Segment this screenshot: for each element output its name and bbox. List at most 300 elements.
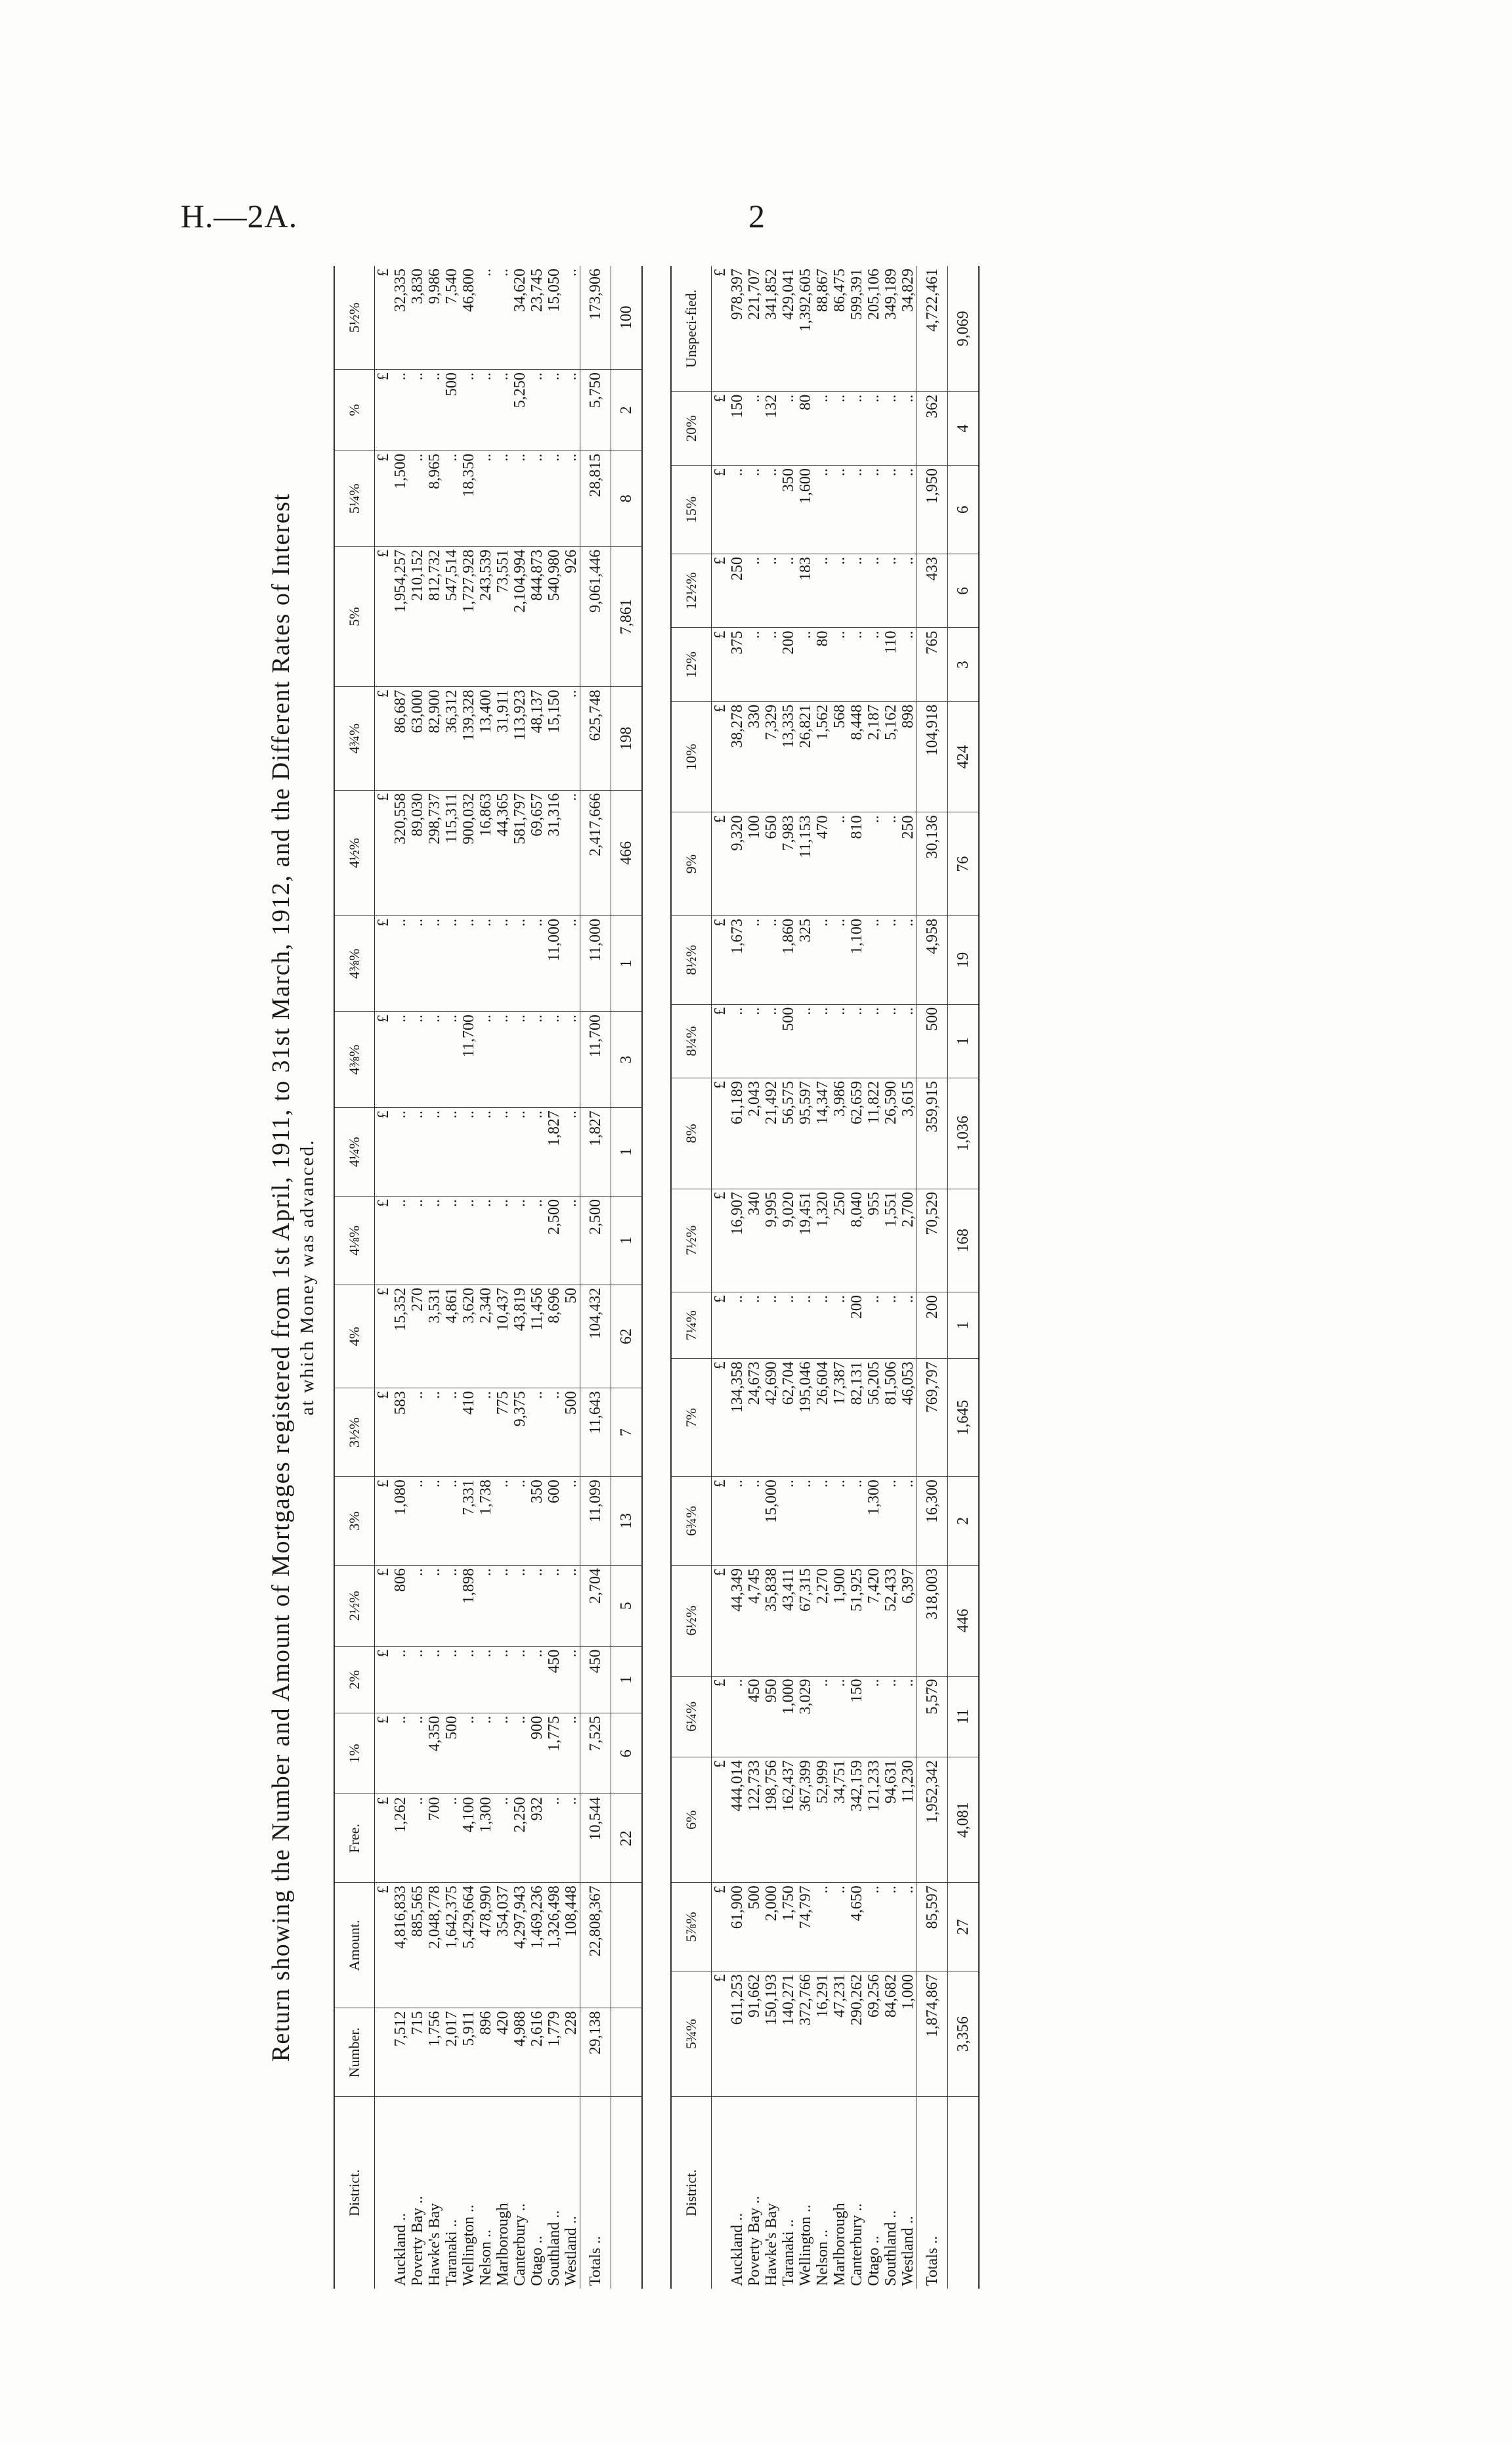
table-cell: 221,707 [746, 266, 763, 391]
table-cell: Totals .. [917, 2097, 948, 2289]
table-row [546, 266, 563, 2289]
table-cell: 4,958 [917, 915, 948, 1004]
table-cell: 115,311 [443, 790, 460, 915]
table-cell: 2,017 [443, 2008, 460, 2097]
table-cell: .. [746, 628, 763, 701]
table-cell: 1,952,342 [917, 1757, 948, 1883]
table-cell: 1,727,928 [460, 546, 477, 687]
table-cell: 4,722,461 [917, 266, 948, 391]
table-cell: .. [780, 1477, 797, 1566]
table-cell: Hawke's Bay [763, 2203, 780, 2286]
table-cell: 3,615 [899, 1078, 917, 1189]
table-cell: 7,861 [611, 546, 643, 687]
table-cell: .. [563, 1108, 580, 1197]
rotated-content [263, 266, 1234, 2289]
table-cell: .. [882, 1292, 899, 1359]
table-row [899, 266, 917, 2289]
table-cell: 1,392,605 [797, 266, 814, 391]
table-cell: 318,003 [917, 1565, 948, 1676]
table-cell: 11,230 [899, 1757, 917, 1883]
table-cell: 1,827 [580, 1108, 611, 1197]
table-cell: 42,690 [763, 1359, 780, 1477]
table-cell: .. [899, 391, 917, 465]
table-cell: £ [375, 1196, 393, 1285]
table-cell: £ [712, 628, 729, 701]
table-cell: £ [375, 1011, 393, 1107]
table-cell: 1,320 [814, 1189, 831, 1292]
table-cell: 61,189 [729, 1078, 746, 1189]
table-cell: £ [712, 1004, 729, 1078]
table2-header-11: 8¼% [671, 1004, 712, 1078]
table-cell: .. [477, 1713, 494, 1794]
table-cell: .. [494, 1196, 511, 1285]
table-cell: .. [494, 1646, 511, 1713]
table-cell: 8,965 [426, 451, 443, 546]
table-cell: 2,417,666 [580, 790, 611, 915]
table-cell: .. [546, 1388, 563, 1477]
table-cell: 3 [948, 628, 980, 701]
table-cell: .. [426, 1477, 443, 1566]
table-cell: 844,873 [529, 546, 546, 687]
table-cell: 1,300 [477, 1794, 494, 1883]
table-cell: £ [712, 466, 729, 554]
counts-row [948, 266, 980, 2289]
table-cell: .. [848, 466, 865, 554]
table-cell: .. [409, 1196, 426, 1285]
table1-header-6: 2½% [334, 1565, 375, 1646]
table-cell: £ [712, 1757, 729, 1883]
table-cell: 4,100 [460, 1794, 477, 1883]
table-cell: 94,631 [882, 1757, 899, 1883]
table-cell: £ [375, 1477, 393, 1566]
table-cell: 46,800 [460, 266, 477, 370]
table-cell: .. [392, 1108, 409, 1197]
table-cell: 35,838 [763, 1565, 780, 1676]
table-cell: .. [529, 915, 546, 1011]
table-cell: 700 [426, 1794, 443, 1883]
table-cell: Poverty Bay .. [746, 2195, 763, 2286]
table-cell: .. [763, 466, 780, 554]
table-cell: 104,918 [917, 701, 948, 812]
table-cell: 32,335 [392, 266, 409, 370]
table-cell: 95,597 [797, 1078, 814, 1189]
table-cell: 11,700 [580, 1011, 611, 1107]
mortgage-rates-table-1 [334, 266, 643, 2289]
table-cell: .. [477, 1108, 494, 1197]
table-cell: £ [375, 687, 393, 790]
table-cell: .. [746, 391, 763, 465]
table-cell: 51,925 [848, 1565, 865, 1676]
table-cell: .. [546, 1565, 563, 1646]
table-cell [375, 2008, 393, 2097]
table-cell: 1,738 [477, 1477, 494, 1566]
table-cell: 8,448 [848, 701, 865, 812]
table-cell: 46,053 [899, 1359, 917, 1477]
table1-header-14: 4½% [334, 790, 375, 915]
table-cell: Taranaki .. [443, 2219, 460, 2286]
table-cell: .. [443, 1196, 460, 1285]
table-cell: .. [563, 1646, 580, 1713]
table-cell: 1 [948, 1004, 980, 1078]
table-cell: .. [563, 370, 580, 451]
table-cell: .. [563, 1713, 580, 1794]
table-cell: .. [443, 1477, 460, 1566]
table-cell: .. [814, 915, 831, 1004]
table-cell: 7,512 [392, 2008, 409, 2097]
table-cell: 1,000 [899, 1971, 917, 2097]
table-cell: .. [882, 391, 899, 465]
table-cell: 205,106 [865, 266, 882, 391]
table-cell: 775 [494, 1388, 511, 1477]
page-number: 2 [748, 198, 765, 234]
table-cell: £ [712, 1676, 729, 1757]
table-cell: 2 [948, 1477, 980, 1566]
table-cell: 2 [611, 370, 643, 451]
table-cell: 342,159 [848, 1757, 865, 1883]
table-cell: .. [426, 370, 443, 451]
table-cell: Westland .. [563, 2216, 580, 2286]
table-row [746, 266, 763, 2289]
table-cell: 8,696 [546, 1285, 563, 1388]
table-cell: 4,297,943 [511, 1883, 529, 2008]
table-cell: 13,335 [780, 701, 797, 812]
table-cell: .. [899, 1004, 917, 1078]
table-cell: .. [494, 1794, 511, 1883]
table-cell: £ [712, 812, 729, 915]
table-cell: 15,050 [546, 266, 563, 370]
table-cell: 122,733 [746, 1757, 763, 1883]
table-cell: 1,860 [780, 915, 797, 1004]
table-cell: £ [712, 1565, 729, 1676]
table-cell: 11 [948, 1676, 980, 1757]
table-cell: 62 [611, 1285, 643, 1388]
table1-header-8: 3½% [334, 1388, 375, 1477]
table-cell: 28,815 [580, 451, 611, 546]
table-cell: 52,433 [882, 1565, 899, 1676]
table-cell: 9,320 [729, 812, 746, 915]
table-cell: 9,061,446 [580, 546, 611, 687]
table-cell: .. [409, 1713, 426, 1794]
table-row [729, 266, 746, 2289]
table-cell [611, 2097, 643, 2289]
table2-header-10: 8% [671, 1078, 712, 1189]
table-cell: .. [563, 1794, 580, 1883]
table-cell: £ [712, 1883, 729, 1971]
table-cell: .. [426, 1388, 443, 1477]
table-cell: 367,399 [797, 1757, 814, 1883]
table-cell: Wellington .. [797, 2204, 814, 2286]
table-cell: Otago .. [865, 2235, 882, 2286]
table-row [763, 266, 780, 2289]
table-cell: 76 [948, 812, 980, 915]
table-cell: 91,662 [746, 1971, 763, 2097]
table-cell: 769,797 [917, 1359, 948, 1477]
table-cell: 341,852 [763, 266, 780, 391]
table-cell: .. [392, 1713, 409, 1794]
table-cell: 765 [917, 628, 948, 701]
table2-header-7: 7% [671, 1359, 712, 1477]
table-cell: .. [494, 1477, 511, 1566]
table2-header-17: 15% [671, 466, 712, 554]
table-cell: 7,525 [580, 1713, 611, 1794]
table-cell [375, 2097, 393, 2289]
table-cell: .. [392, 1646, 409, 1713]
table-cell: 450 [546, 1646, 563, 1713]
table-cell: 67,315 [797, 1565, 814, 1676]
table-cell: Otago .. [529, 2235, 546, 2286]
table-row [563, 266, 580, 2289]
table-cell: .. [477, 451, 494, 546]
table-cell: 9,995 [763, 1189, 780, 1292]
table-cell: 900 [529, 1713, 546, 1794]
table-cell: £ [375, 546, 393, 687]
table-cell: .. [882, 1883, 899, 1971]
table-cell: 140,271 [780, 1971, 797, 2097]
table1-header-4: 1% [334, 1713, 375, 1794]
table-cell: .. [746, 1292, 763, 1359]
table-cell: .. [882, 1477, 899, 1566]
table-row [797, 266, 814, 2289]
table2-header-3: 6% [671, 1757, 712, 1883]
table-cell: .. [477, 1011, 494, 1107]
table-cell: 10,437 [494, 1285, 511, 1388]
table-cell: 955 [865, 1189, 882, 1292]
table-cell: .. [899, 466, 917, 554]
table-cell: 44,365 [494, 790, 511, 915]
table-cell: 320,558 [392, 790, 409, 915]
table-cell: 2,700 [899, 1189, 917, 1292]
table-cell: .. [529, 451, 546, 546]
table1-header-7: 3% [334, 1477, 375, 1566]
table-cell: 2,616 [529, 2008, 546, 2097]
table-row [392, 266, 409, 2289]
table-cell: .. [848, 1477, 865, 1566]
table-cell: £ [375, 1285, 393, 1388]
mortgage-rates-table-2 [670, 266, 980, 2289]
table-cell: 82,900 [426, 687, 443, 790]
table1-header-12: 4⅜% [334, 1011, 375, 1107]
table-cell: .. [865, 391, 882, 465]
table-cell: .. [831, 1477, 848, 1566]
table-cell: .. [529, 1565, 546, 1646]
table-cell: 16,863 [477, 790, 494, 915]
table-cell: .. [409, 1108, 426, 1197]
table-cell: Auckland .. [729, 2212, 746, 2286]
table-cell: .. [746, 466, 763, 554]
table-cell: 2,104,994 [511, 546, 529, 687]
table1-header-17: 5¼% [334, 451, 375, 546]
table-cell: 1 [611, 1646, 643, 1713]
table-cell: Poverty Bay .. [409, 2195, 426, 2286]
table-cell: 19,451 [797, 1189, 814, 1292]
table-cell: 150 [729, 391, 746, 465]
table-cell: £ [375, 790, 393, 915]
table-cell: 375 [729, 628, 746, 701]
table-cell: 547,514 [443, 546, 460, 687]
table-cell: .. [763, 628, 780, 701]
table-cell: 81,506 [882, 1359, 899, 1477]
table-cell: 1,262 [392, 1794, 409, 1883]
table-cell: 22,808,367 [580, 1883, 611, 2008]
table-cell: 349,189 [882, 266, 899, 391]
table-cell: 650 [763, 812, 780, 915]
table-cell: 13,400 [477, 687, 494, 790]
table-cell: 7,420 [865, 1565, 882, 1676]
table-cell: 250 [899, 812, 917, 915]
table-cell: 1,000 [780, 1676, 797, 1757]
table-cell: Westland .. [899, 2216, 917, 2286]
table-cell: 9,020 [780, 1189, 797, 1292]
table-cell: .. [899, 1292, 917, 1359]
table-cell: 21,492 [763, 1078, 780, 1189]
table-cell: .. [409, 1794, 426, 1883]
table1-header-9: 4% [334, 1285, 375, 1388]
table2-header-15: 12% [671, 628, 712, 701]
table-cell: 34,620 [511, 266, 529, 370]
table-cell: 88,867 [814, 266, 831, 391]
table-cell: Canterbury .. [848, 2203, 865, 2286]
table-cell: .. [426, 1646, 443, 1713]
table-cell: 3,356 [948, 1971, 980, 2097]
table-cell: .. [494, 266, 511, 370]
table-cell: 47,231 [831, 1971, 848, 2097]
table-cell: .. [529, 370, 546, 451]
table-cell: 900,032 [460, 790, 477, 915]
table2-header-13: 9% [671, 812, 712, 915]
table-cell: .. [511, 1646, 529, 1713]
table-cell: 29,138 [580, 2008, 611, 2097]
table-cell: .. [763, 915, 780, 1004]
table-cell: 16,291 [814, 1971, 831, 2097]
table-cell: .. [511, 1011, 529, 1107]
table-cell: 17,387 [831, 1359, 848, 1477]
table-cell: .. [511, 451, 529, 546]
table-cell: .. [831, 1004, 848, 1078]
table-cell: 48,137 [529, 687, 546, 790]
table-row [494, 266, 511, 2289]
table-cell: 11,000 [580, 915, 611, 1011]
table-cell: 173,906 [580, 266, 611, 370]
table-cell: 23,745 [529, 266, 546, 370]
table-cell: 4,988 [511, 2008, 529, 2097]
table1-header-11: 4¼% [334, 1108, 375, 1197]
table-cell: 1,100 [848, 915, 865, 1004]
table-cell: 132 [763, 391, 780, 465]
table-cell: .. [460, 370, 477, 451]
table-cell: 84,682 [882, 1971, 899, 2097]
unit-row [712, 266, 729, 2289]
table-cell: 4,745 [746, 1565, 763, 1676]
table-cell: .. [546, 1794, 563, 1883]
table-cell: £ [712, 1477, 729, 1566]
table-cell: 70,529 [917, 1189, 948, 1292]
table-cell: 34,751 [831, 1757, 848, 1883]
table-cell: 1 [611, 1196, 643, 1285]
table-cell: 500 [443, 1713, 460, 1794]
table-cell: £ [712, 915, 729, 1004]
table-row [409, 266, 426, 2289]
table-cell: 806 [392, 1565, 409, 1646]
table-cell: 4,081 [948, 1757, 980, 1883]
table-cell: .. [563, 687, 580, 790]
table2-header-12: 8½% [671, 915, 712, 1004]
table-cell: .. [814, 1004, 831, 1078]
table-cell: £ [712, 1189, 729, 1292]
table-cell: .. [780, 391, 797, 465]
table-cell: .. [831, 1883, 848, 1971]
table2-header-16: 12½% [671, 554, 712, 628]
table-cell: 1,756 [426, 2008, 443, 2097]
table-cell: 13 [611, 1477, 643, 1566]
table-cell: .. [797, 1292, 814, 1359]
table-cell: 74,797 [797, 1883, 814, 1971]
table-cell: 7,983 [780, 812, 797, 915]
table-cell: .. [477, 1388, 494, 1477]
table-cell: 1,600 [797, 466, 814, 554]
table1-header-1: Number. [334, 2008, 375, 2097]
table-cell: 885,565 [409, 1883, 426, 2008]
table-cell: .. [529, 1646, 546, 1713]
table-cell: .. [865, 1004, 882, 1078]
table-cell: 69,256 [865, 1971, 882, 2097]
table-cell: .. [729, 1292, 746, 1359]
table-subtitle: at which Money was advanced. [297, 1139, 318, 1416]
table-cell: 2,187 [865, 701, 882, 812]
table-cell: 6 [948, 466, 980, 554]
table-cell: .. [409, 451, 426, 546]
table-cell: .. [729, 1676, 746, 1757]
table-cell: .. [563, 1011, 580, 1107]
table-cell: 1,300 [865, 1477, 882, 1566]
table-cell: .. [831, 1676, 848, 1757]
table-cell [611, 1883, 643, 2008]
table-cell: 1,469,236 [529, 1883, 546, 2008]
table-cell: .. [848, 554, 865, 628]
table-cell: Wellington .. [460, 2204, 477, 2286]
table-cell: 5 [611, 1565, 643, 1646]
table-cell: 1 [948, 1292, 980, 1359]
table-row [848, 266, 865, 2289]
table2-header-18: 20% [671, 391, 712, 465]
table1-header-10: 4⅛% [334, 1196, 375, 1285]
table-cell: .. [780, 554, 797, 628]
table-cell: 978,397 [729, 266, 746, 391]
table-cell: 44,349 [729, 1565, 746, 1676]
table-cell: 4,861 [443, 1285, 460, 1388]
table-cell: 5,750 [580, 370, 611, 451]
table-cell: 7,540 [443, 266, 460, 370]
table-cell: .. [746, 1004, 763, 1078]
table-cell: 86,475 [831, 266, 848, 391]
table-cell: 27 [948, 1883, 980, 1971]
table-cell: 16,300 [917, 1477, 948, 1566]
table-cell: .. [865, 466, 882, 554]
table-cell: .. [797, 1477, 814, 1566]
table-cell: 1 [611, 915, 643, 1011]
table-cell: £ [375, 1565, 393, 1646]
table-cell: .. [865, 1676, 882, 1757]
table-cell: 1,036 [948, 1078, 980, 1189]
table-cell: 290,262 [848, 1971, 865, 2097]
table-cell: 446 [948, 1565, 980, 1676]
table-cell: 500 [917, 1004, 948, 1078]
table-row [865, 266, 882, 2289]
table-cell: 270 [409, 1285, 426, 1388]
table-cell: £ [375, 915, 393, 1011]
table-cell: 325 [797, 915, 814, 1004]
table-cell: .. [460, 915, 477, 1011]
table-cell: .. [831, 1292, 848, 1359]
